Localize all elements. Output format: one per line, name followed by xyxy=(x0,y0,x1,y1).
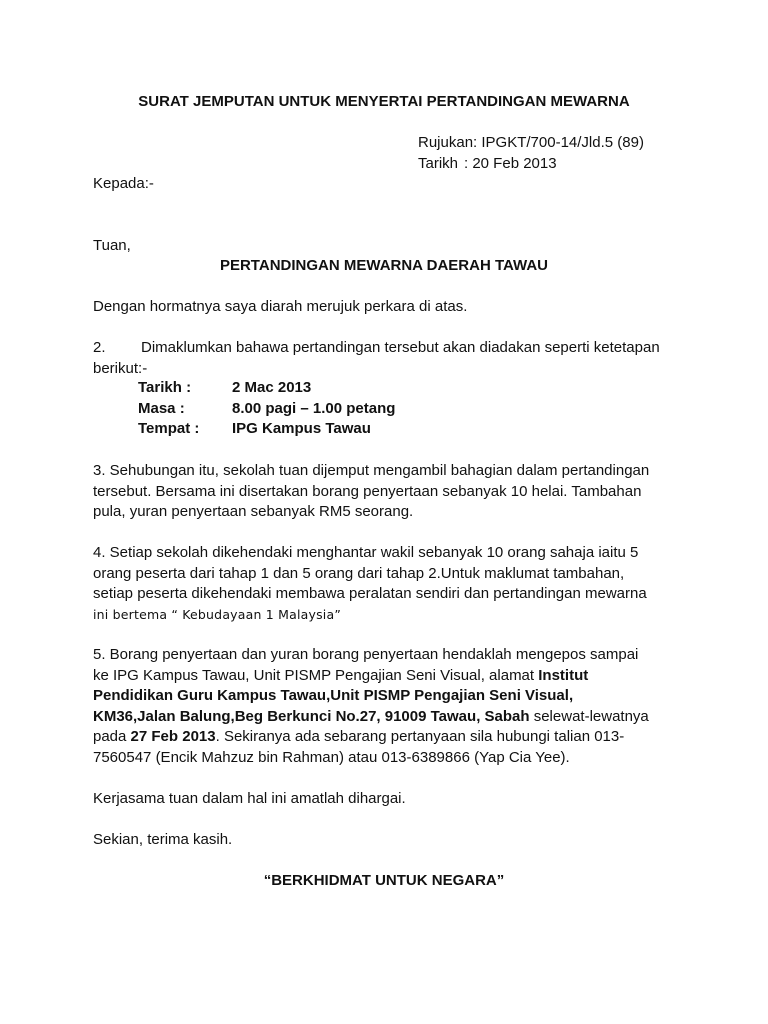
detail-label: Tempat : xyxy=(138,420,200,437)
paragraph-4-theme: ini bertema “ Kebudayaan 1 Malaysia” xyxy=(93,606,342,622)
paragraph-2-line xyxy=(93,338,683,359)
reference-label: Rujukan: xyxy=(418,134,478,151)
recipient: Kepada:- xyxy=(93,175,154,192)
closing-thanks: Sekian, terima kasih. xyxy=(93,831,233,848)
intro-paragraph: Dengan hormatnya saya diarah merujuk perkara di atas. xyxy=(93,298,468,315)
date-value: : 20 Feb 2013 xyxy=(464,154,557,172)
paragraph-5-text: pada xyxy=(93,728,131,745)
paragraph-4 xyxy=(93,543,683,625)
paragraph-5-text: ke IPG Kampus Tawau, Unit PISMP Pengajian Seni Visual, alamat xyxy=(93,666,539,684)
salutation: Tuan, xyxy=(93,237,131,254)
reference-line xyxy=(418,133,644,154)
detail-value: 8.00 pagi – 1.00 petang xyxy=(232,399,396,417)
paragraph-3 xyxy=(93,461,683,523)
reference-block xyxy=(418,133,644,174)
paragraph-2-text: Dimaklumkan bahawa pertandingan tersebut akan diadakan seperti ketetapan xyxy=(141,339,660,356)
event-details xyxy=(138,378,395,440)
paragraph-5-line xyxy=(93,666,683,687)
paragraph-2-number: 2. xyxy=(93,339,106,356)
paragraph-5-line: 7560547 (Encik Mahzuz bin Rahman) atau 013-6389866 (Yap Cia Yee). xyxy=(93,748,570,766)
detail-row-time xyxy=(138,399,395,420)
detail-label: Tarikh : xyxy=(138,379,192,396)
address-bold: Institut xyxy=(538,666,589,684)
paragraph-5-text: . Sekiranya ada sebarang pertanyaan sila hubungi talian 013- xyxy=(215,728,625,745)
date-label: Tarikh xyxy=(418,154,459,172)
paragraph-2-cont: berikut:- xyxy=(93,359,148,377)
subject-heading: PERTANDINGAN MEWARNA DAERAH TAWAU xyxy=(219,257,549,274)
closing-appreciation: Kerjasama tuan dalam hal ini amatlah dihargai. xyxy=(93,790,406,807)
paragraph-5-line xyxy=(93,727,683,748)
address-bold: KM36,Jalan Balung,Beg Berkunci No.27, 91009 Tawau, Sabah xyxy=(93,707,530,725)
reference-value: IPGKT/700-14/Jld.5 (89) xyxy=(481,134,644,151)
detail-value: 2 Mac 2013 xyxy=(232,379,312,396)
paragraph-4-line: setiap peserta dikehendaki membawa peralatan sendiri dan pertandingan mewarna xyxy=(93,585,647,602)
detail-row-date xyxy=(138,378,395,399)
paragraph-4-line: orang peserta dari tahap 1 dan 5 orang dari tahap 2.Untuk maklumat tambahan, xyxy=(93,564,625,582)
detail-label: Masa : xyxy=(138,399,185,417)
date-line xyxy=(418,154,644,175)
paragraph-5-text: selewat-lewatnya xyxy=(529,707,649,725)
detail-row-venue xyxy=(138,419,395,440)
paragraph-3-line: tersebut. Bersama ini disertakan borang penyertaan sebanyak 10 helai. Tambahan xyxy=(93,482,642,500)
motto: “BERKHIDMAT UNTUK NEGARA” xyxy=(263,872,505,889)
address-bold-line: Pendidikan Guru Kampus Tawau,Unit PISMP Pengajian Seni Visual, xyxy=(93,687,574,704)
letter-heading: SURAT JEMPUTAN UNTUK MENYERTAI PERTANDINGAN MEWARNA xyxy=(138,93,630,110)
paragraph-2 xyxy=(93,338,683,379)
paragraph-4-line: 4. Setiap sekolah dikehendaki menghantar wakil sebanyak 10 orang sahaja iaitu 5 xyxy=(93,544,639,561)
deadline-date: 27 Feb 2013 xyxy=(130,728,216,745)
paragraph-5-line: 5. Borang penyertaan dan yuran borang penyertaan hendaklah mengepos sampai xyxy=(93,646,639,663)
paragraph-3-line: pula, yuran penyertaan sebanyak RM5 seorang. xyxy=(93,503,414,520)
detail-value: IPG Kampus Tawau xyxy=(232,420,371,437)
paragraph-5-line xyxy=(93,707,683,728)
paragraph-5 xyxy=(93,645,683,768)
paragraph-3-line: 3. Sehubungan itu, sekolah tuan dijemput mengambil bahagian dalam pertandingan xyxy=(93,462,650,479)
